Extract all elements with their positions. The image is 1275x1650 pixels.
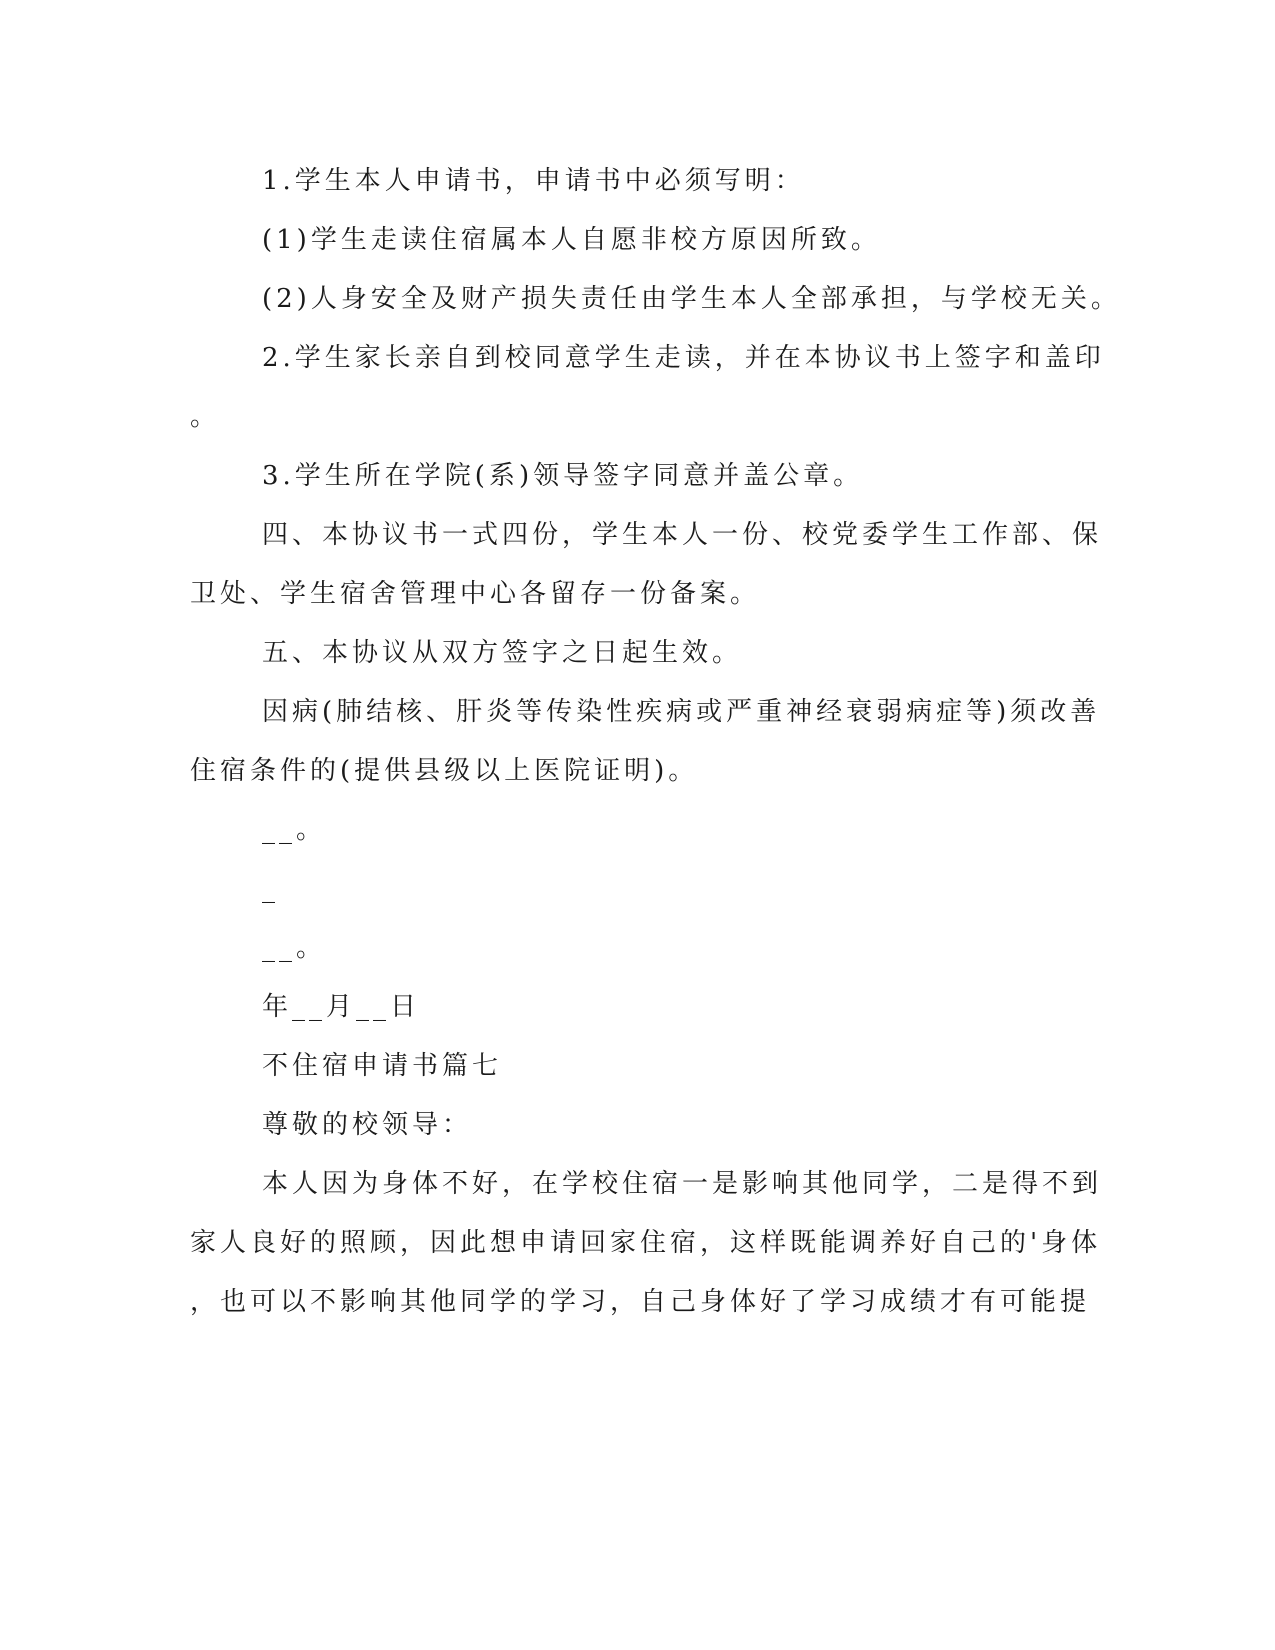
salutation: 尊敬的校领导： — [262, 1110, 473, 1140]
text-line: (1)学生走读住宿属本人自愿非校方原因所致。 — [262, 225, 881, 255]
text-line: (2)人身安全及财产损失责任由学生本人全部承担，与学校无关。 — [262, 284, 1121, 314]
text-line: 因病(肺结核、肝炎等传染性疾病或严重神经衰弱病症等)须改善 — [262, 697, 1101, 727]
section-heading: 不住宿申请书篇七 — [262, 1051, 503, 1081]
text-line: ，也可以不影响其他同学的学习，自己身体好了学习成绩才有可能提 — [190, 1287, 1091, 1317]
text-line: 。 — [190, 402, 221, 432]
text-line: 五、本协议从双方签字之日起生效。 — [262, 638, 743, 668]
text-line: 本人因为身体不好，在学校住宿一是影响其他同学，二是得不到 — [262, 1169, 1103, 1199]
text-line: 年__月__日 — [262, 992, 421, 1022]
text-line: 3.学生所在学院(系)领导签字同意并盖公章。 — [262, 461, 864, 491]
text-line: 1.学生本人申请书，申请书中必须写明： — [262, 166, 805, 196]
text-line: 四、本协议书一式四份，学生本人一份、校党委学生工作部、保 — [262, 520, 1103, 550]
text-line: __。 — [262, 815, 327, 845]
text-line: 住宿条件的(提供县级以上医院证明)。 — [190, 756, 699, 786]
text-line: 卫处、学生宿舍管理中心各留存一份备案。 — [190, 579, 761, 609]
text-line: 家人良好的照顾，因此想申请回家住宿，这样既能调养好自己的'身体 — [190, 1228, 1102, 1258]
text-line: 2.学生家长亲自到校同意学生走读，并在本协议书上签字和盖印 — [262, 343, 1105, 373]
text-line: __。 — [262, 933, 327, 963]
text-line: _ — [262, 874, 279, 904]
